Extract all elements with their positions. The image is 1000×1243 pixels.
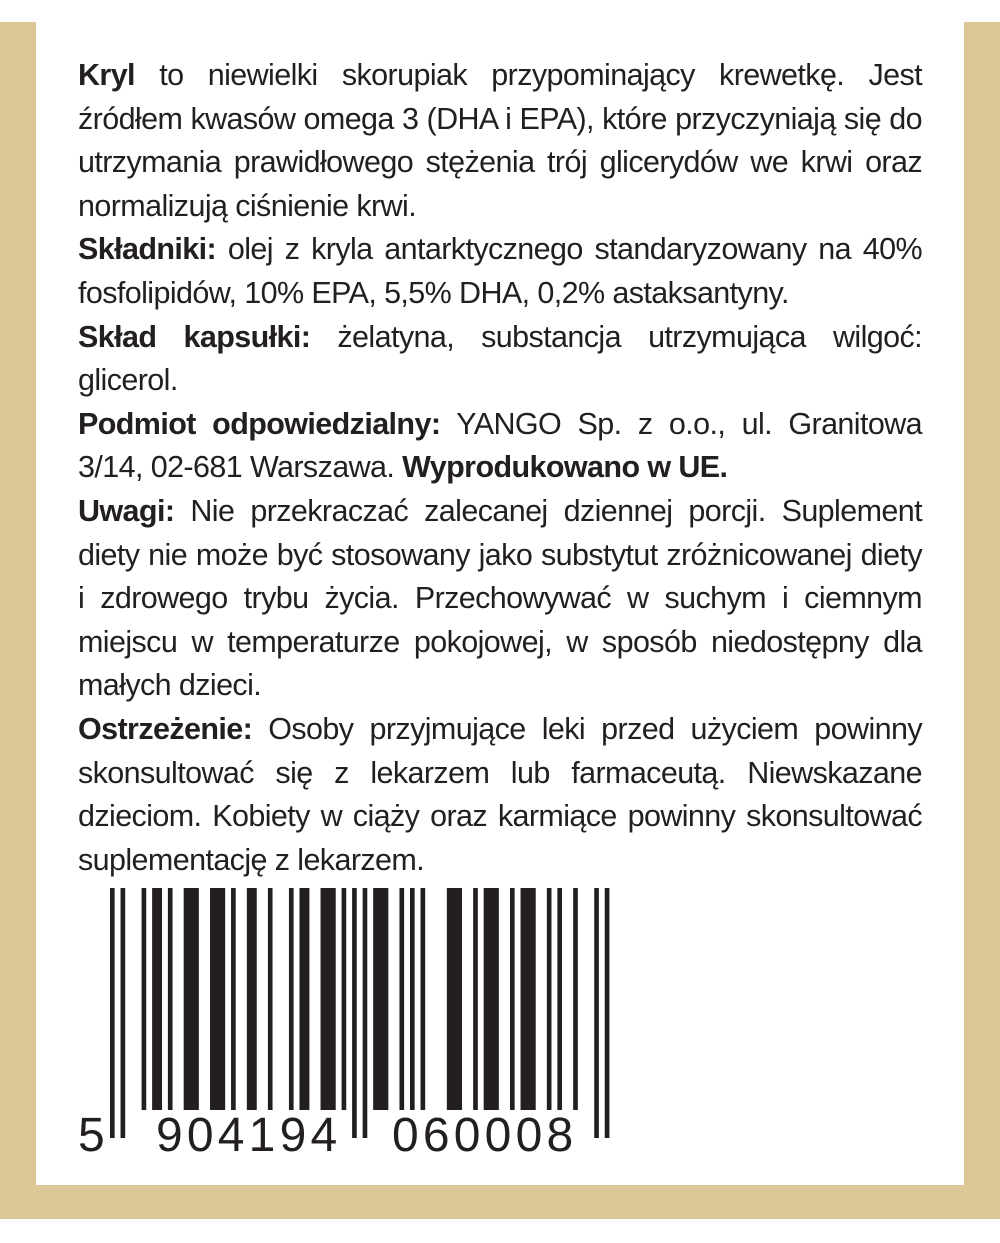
- barcode-bar: [289, 888, 294, 1110]
- barcode-bar: [410, 888, 415, 1110]
- barcode: [110, 888, 610, 1138]
- barcode-bar: [152, 888, 162, 1110]
- barcode-guard-bar: [363, 888, 368, 1138]
- product-description: [78, 54, 922, 882]
- barcode-bars: [110, 888, 610, 1138]
- barcode-bar: [168, 888, 173, 1110]
- barcode-guard-bar: [594, 888, 599, 1138]
- text-capsule: żelatyna, substancja utrzymująca wilgoć: glicerol.: [78, 319, 922, 398]
- paragraph-krill: [78, 54, 922, 228]
- text-responsible-entity: YANGO Sp. z o.o., ul. Granitowa 3/14, 02-681 Warszawa.: [78, 406, 922, 485]
- barcode-guard-bar: [121, 888, 126, 1138]
- bottom-border: [0, 1185, 1000, 1219]
- barcode-bar: [247, 888, 257, 1110]
- barcode-bar: [231, 888, 236, 1110]
- text-notes: Nie przekraczać zalecanej dziennej porcji. Suplement diety nie może być stosowany jako substytut zróżnicowanej diety i zdrowego trybu życia. Przechowywać w suchym i ciemnym miejscu w temperaturze pokojowej, w sposób niedostępny dla małych dzieci.: [78, 493, 922, 703]
- label-ingredients: Składniki:: [78, 232, 217, 267]
- barcode-bar: [557, 888, 562, 1110]
- barcode-bar: [473, 888, 478, 1110]
- barcode-bar: [210, 888, 225, 1110]
- paragraph-responsible-entity: [78, 403, 922, 490]
- barcode-digit-group-right: 060008: [388, 1110, 581, 1162]
- barcode-bar: [399, 888, 404, 1110]
- paragraph-capsule: [78, 316, 922, 403]
- barcode-bar: [299, 888, 309, 1110]
- barcode-digit-group-left: 904194: [152, 1110, 345, 1162]
- barcode-bar: [447, 888, 462, 1110]
- paragraph-warning: [78, 708, 922, 882]
- label-notes: Uwagi:: [78, 493, 175, 528]
- made-in-eu: Wyprodukowano w UE.: [402, 450, 728, 485]
- barcode-bar: [184, 888, 199, 1110]
- text-warning: Osoby przyjmujące leki przed użyciem powinny skonsultować się z lekarzem lub farmaceutą. Niewskazane dzieciom. Kobiety w ciąży oraz karmiące powinny skonsultować suplementację z lekarzem.: [78, 711, 922, 877]
- barcode-first-digit: 5: [78, 1109, 109, 1162]
- label-responsible-entity: Podmiot odpowiedzialny:: [78, 406, 441, 441]
- barcode-bar: [321, 888, 336, 1110]
- barcode-guard-bar: [352, 888, 357, 1138]
- barcode-bar: [268, 888, 273, 1110]
- paragraph-notes: [78, 490, 922, 708]
- barcode-guard-bar: [605, 888, 610, 1138]
- left-border: [0, 22, 36, 1219]
- text-krill: to niewielki skorupiak przypominający krewetkę. Jest źródłem kwasów omega 3 (DHA i EPA), które przyczyniają się do utrzymania prawidłowego stężenia trój glicerydów we krwi oraz normalizują ciśnienie krwi.: [78, 58, 922, 223]
- paragraph-ingredients: [78, 228, 922, 315]
- label-krill: Kryl: [78, 58, 135, 92]
- barcode-bar: [484, 888, 499, 1110]
- barcode-bar: [510, 888, 515, 1110]
- barcode-bar: [342, 888, 347, 1110]
- barcode-bar: [547, 888, 552, 1110]
- label-warning: Ostrzeżenie:: [78, 711, 253, 746]
- barcode-guard-bar: [110, 888, 115, 1138]
- text-ingredients: olej z kryla antarktycznego standaryzowany na 40% fosfolipidów, 10% EPA, 5,5% DHA, 0,2% astaksantyny.: [78, 232, 922, 310]
- label-capsule: Skład kapsułki:: [78, 319, 311, 354]
- barcode-bar: [421, 888, 426, 1110]
- barcode-bar: [142, 888, 147, 1110]
- barcode-bar: [373, 888, 388, 1110]
- barcode-bar: [521, 888, 536, 1110]
- barcode-bar: [573, 888, 578, 1110]
- right-border: [964, 22, 1000, 1219]
